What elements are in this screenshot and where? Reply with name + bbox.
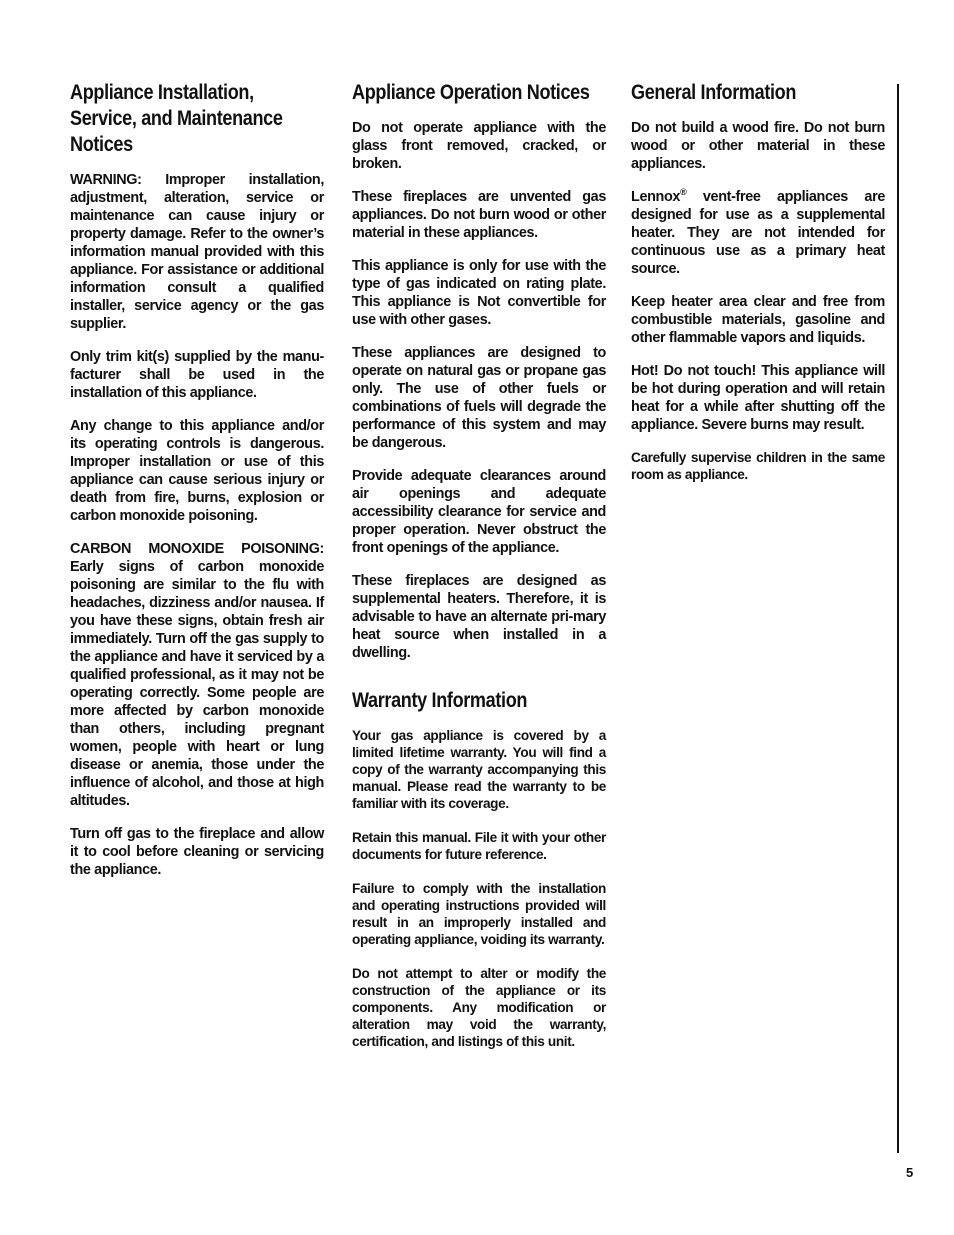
paragraph-supplemental: These fireplaces are designed as supplemental heaters. Therefore, it is advisable to have an alternate pri-mary heat source when installed in a dwelling.	[352, 573, 606, 661]
paragraph-unvented: These fireplaces are unvented gas appliances. Do not burn wood or other material in these appliances.	[352, 189, 606, 241]
column-operation-warranty	[352, 80, 606, 1067]
operation-notices-heading: Appliance Operation Notices	[352, 81, 590, 104]
paragraph-warning: WARNING: Improper installation, adjustment, alteration, service or maintenance can cause injury or property damage. Refer to the owner’s information manual provided with this appliance. For assistance or additional information consult a qualified installer, service agency or the gas supplier.	[70, 172, 324, 332]
lennox-text: vent-free appliances are designed for use as a supplemental heater. They are not intended for continuous use as a primary heat source.	[631, 189, 885, 277]
paragraph-heater-area: Keep heater area clear and free from combustible materials, gasoline and other flammable vapors and liquids.	[631, 294, 885, 346]
paragraph-glass-front: Do not operate appliance with the glass front removed, cracked, or broken.	[352, 120, 606, 172]
paragraph-clearances: Provide adequate clearances around air openings and adequate accessibility clearance for service and proper operation. Never obstruct the front openings of the appliance.	[352, 468, 606, 556]
paragraph-do-not-alter: Do not attempt to alter or modify the construction of the appliance or its components. Any modification or alteration may void the warranty, certification, and listings of this unit.	[352, 966, 606, 1049]
paragraph-hot: Hot! Do not touch! This appliance will be hot during operation and will retain heat for a while after shutting off the appliance. Severe burns may result.	[631, 363, 885, 433]
registered-mark: ®	[680, 187, 687, 198]
paragraph-lennox	[631, 188, 885, 278]
paragraph-turn-off-gas: Turn off gas to the fireplace and allow it to cool before cleaning or servicing the appliance.	[70, 826, 324, 878]
paragraph-gas-type: This appliance is only for use with the type of gas indicated on rating plate. This appliance is Not convertible for use with other gases.	[352, 258, 606, 328]
brand-name: Lennox	[631, 189, 681, 205]
installation-notices-heading: Appliance Installation, Service, and Maintenance Notices	[70, 81, 283, 156]
paragraph-supervise-children: Carefully supervise children in the same room as appliance.	[631, 450, 885, 482]
paragraph-trim-kit: Only trim kit(s) supplied by the manu-facturer shall be used in the installation of this appliance.	[70, 349, 324, 401]
paragraph-limited-warranty: Your gas appliance is covered by a limited lifetime warranty. You will find a copy of the warranty accompanying this manual. Please read the warranty to be familiar with its coverage.	[352, 728, 606, 811]
paragraph-failure-comply: Failure to comply with the installation and operating instructions provided will result in an improperly installed and operating appliance, voiding its warranty.	[352, 881, 606, 947]
column-installation-notices	[70, 80, 324, 894]
right-margin-rule	[897, 84, 899, 1153]
warranty-heading: Warranty Information	[352, 689, 528, 712]
column-general-information	[631, 80, 885, 500]
paragraph-carbon-monoxide: CARBON MONOXIDE POISONING: Early signs of carbon monoxide poisoning are similar to the flu with headaches, dizziness and/or nausea. If you have these signs, obtain fresh air immediately. Turn off the gas supply to the appliance and have it serviced by a qualified professional, as it may not be operating correctly. Some people are more affected by carbon monoxide than others, including pregnant women, people with heart or lung disease or anemia, those under the influence of alcohol, and those at high altitudes.	[70, 541, 324, 809]
paragraph-retain-manual: Retain this manual. File it with your other documents for future reference.	[352, 830, 606, 862]
paragraph-change-dangerous: Any change to this appliance and/or its operating controls is dangerous. Improper installation or use of this appliance can cause serious injury or death from fire, burns, explosion or carbon monoxide poisoning.	[70, 418, 324, 524]
general-information-heading: General Information	[631, 81, 797, 104]
paragraph-fuel-types: These appliances are designed to operate on natural gas or propane gas only. The use of other fuels or combinations of fuels will degrade the performance of this system and may be dangerous.	[352, 345, 606, 451]
page-number: 5	[906, 1165, 914, 1180]
paragraph-wood-fire: Do not build a wood fire. Do not burn wood or other material in these appliances.	[631, 120, 885, 172]
